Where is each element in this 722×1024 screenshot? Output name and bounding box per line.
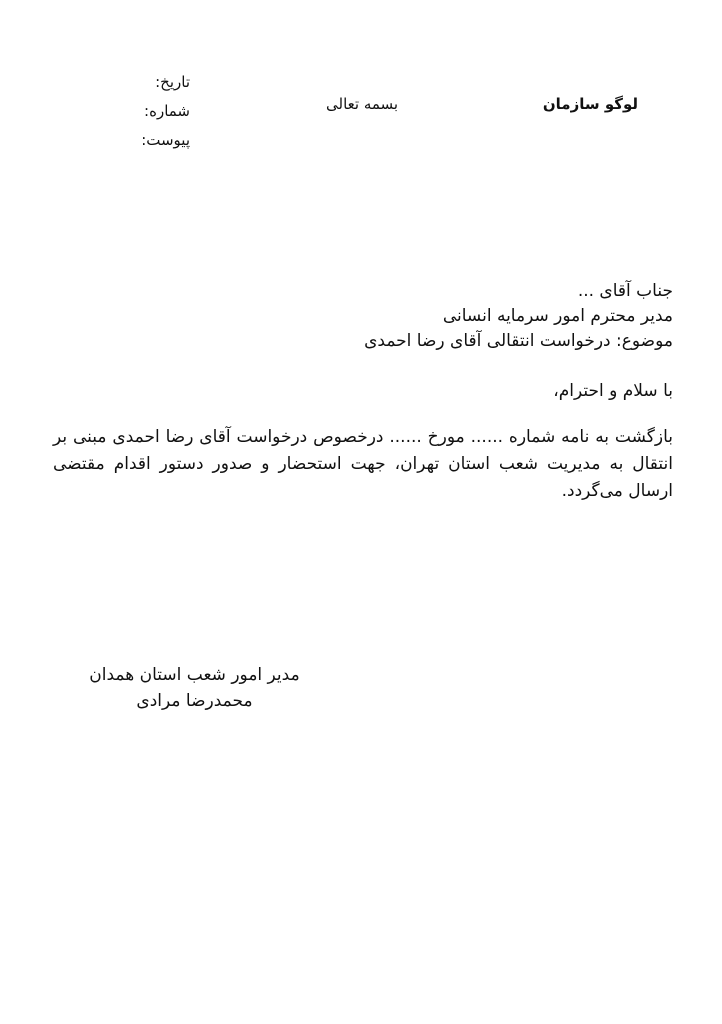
basmala-heading: بسمه تعالی <box>326 95 399 113</box>
date-label: تاریخ: <box>155 73 190 91</box>
letter-subject: موضوع: درخواست انتقالی آقای رضا احمدی <box>364 331 673 351</box>
addressee-block <box>364 279 673 354</box>
number-label: شماره: <box>144 102 190 120</box>
organization-logo-text: لوگو سازمان <box>542 95 638 113</box>
addressee-position: مدیر محترم امور سرمایه انسانی <box>442 306 673 326</box>
signer-title: مدیر امور شعب استان همدان <box>89 665 300 685</box>
attachment-label: پیوست: <box>141 131 190 149</box>
letter-meta-block <box>130 68 190 155</box>
addressee-salutation: جناب آقای ... <box>577 281 673 301</box>
letter-body: بازگشت به نامه شماره ...... مورخ ...... درخصوص درخواست آقای رضا احمدی مبنی بر انتقال به مدیریت شعب استان تهران، جهت استحضار و صدور دستور اقدام مقتضی ارسال می‌گردد. <box>53 427 673 501</box>
greeting-line: با سلام و احترام، <box>553 381 673 401</box>
signer-name: محمدرضا مرادی <box>136 691 253 711</box>
